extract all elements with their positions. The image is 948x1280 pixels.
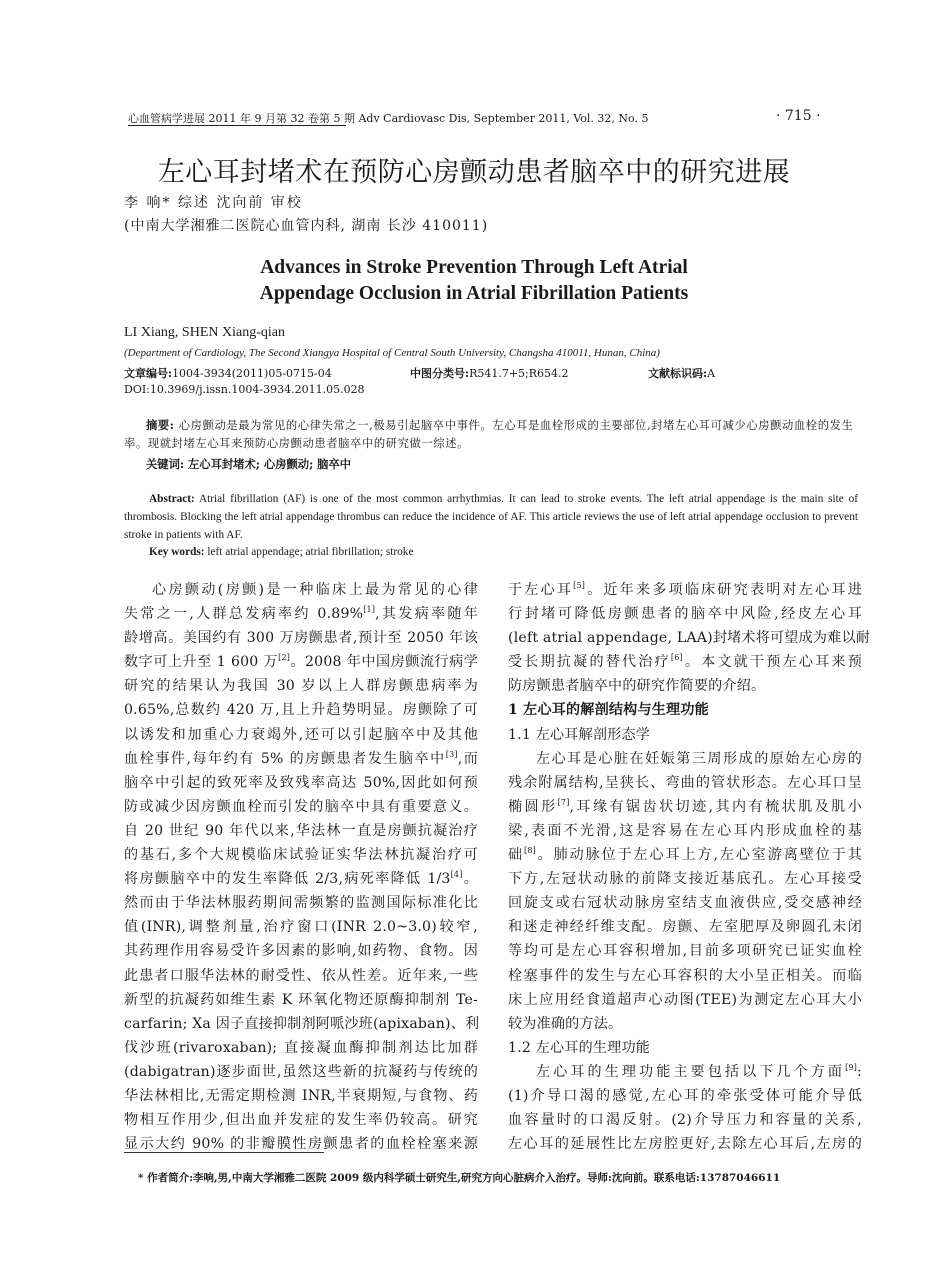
- title-english-line-1: Advances in Stroke Prevention Through Left Atrial: [260, 257, 688, 278]
- abstract-english-text: Atrial fibrillation (AF) is one of the most common arrhythmias. It can lead to stroke events. The left atrial appendage is the main site of thrombosis. Blocking the left atrial appendage thrombus can reduce the incidence of AF. This article reviews the use of left atrial appendage occlusion to prevent stroke in patients with AF.: [124, 493, 858, 541]
- document-code-label: 文献标识码:: [648, 367, 708, 380]
- body-line: (1)介导口渴的感觉,左心耳的牵张受体可能介导低: [508, 1087, 862, 1104]
- keywords-chinese-text: 左心耳封堵术; 心房颤动; 脑卒中: [188, 457, 352, 471]
- title-chinese: 左心耳封堵术在预防心房颤动患者脑卒中的研究进展: [157, 157, 791, 188]
- article-number-label: 文章编号:: [124, 367, 173, 380]
- citation: [5]: [573, 581, 586, 590]
- citation: [4]: [450, 870, 463, 880]
- section-heading: 1 左心耳的解剖结构与生理功能: [508, 702, 709, 719]
- body-line: 回旋支或右冠状动脉房室结支血液供应,受交感神经: [508, 895, 862, 912]
- body-line: 华法林相比,无需定期检测 INR,半衰期短,与食物、药: [124, 1087, 478, 1104]
- body-line: 龄增高。美国约有 300 万房颤患者,预计至 2050 年该: [124, 630, 478, 647]
- clc-number: [410, 365, 569, 381]
- body-line: (left atrial appendage, LAA)封堵术将可望成为难以耐: [508, 630, 871, 647]
- body-column-left: [124, 578, 478, 1156]
- authors-chinese: 李 响* 综述 沈向前 审校: [124, 195, 303, 211]
- body-line: 数字可上升至 1 600 万[2]。2008 年中国房颤流行病学: [124, 653, 478, 671]
- body-line: 左心耳是心脏在妊娠第三周形成的原始左心房的: [536, 750, 862, 767]
- body-line: 残余附属结构,呈狭长、弯曲的管状形态。左心耳口呈: [508, 774, 862, 791]
- body-line: 于左心耳[5]。近年来多项临床研究表明对左心耳进: [508, 581, 862, 598]
- body-line: 左心耳的生理功能主要包括以下几个方面[9]:: [536, 1062, 862, 1080]
- citation: [7]: [557, 797, 570, 807]
- abstract-chinese: [124, 416, 860, 453]
- subsection-heading: 1.1 左心耳解剖形态学: [508, 726, 651, 743]
- article-number-value: 1004-3934(2011)05-0715-04: [172, 367, 332, 380]
- affiliation-english: (Department of Cardiology, The Second Xiangya Hospital of Central South University, Changsha 410011, Hunan, China): [124, 347, 660, 359]
- body-line: 血容量时的口渴反射。(2)介导压力和容量的关系,: [508, 1112, 862, 1129]
- body-line: 伐沙班(rivaroxaban); 直接凝血酶抑制剂达比加群: [124, 1039, 478, 1056]
- body-line: carfarin; Xa 因子直接抑制剂阿哌沙班(apixaban)、利: [124, 1015, 480, 1032]
- title-english-line-2: Appendage Occlusion in Atrial Fibrillation Patients: [259, 283, 689, 304]
- body-line: 0.65%,总数约 420 万,且上升趋势明显。房颤除了可: [124, 702, 478, 719]
- body-line: 新型的抗凝药如维生素 K 环氧化物还原酶抑制剂 Te-: [124, 991, 478, 1008]
- body-line: 研究的结果认为我国 30 岁以上人群房颤患病率为: [124, 678, 478, 695]
- keywords-english-text: left atrial appendage; atrial fibrillation; stroke: [207, 546, 414, 558]
- body-line: 椭圆形[7],耳缘有锯齿状切迹,其内有梳状肌及肌小: [508, 797, 862, 815]
- body-line: 床上应用经食道超声心动图(TEE)为测定左心耳大小: [508, 991, 862, 1008]
- body-line: 础[8]。肺动脉位于左心耳上方,左心室游离壁位于其: [508, 846, 863, 864]
- document-code-value: A: [707, 367, 716, 380]
- affiliation-chinese: (中南大学湘雅二医院心血管内科, 湖南 长沙 410011): [124, 218, 489, 234]
- body-line: 行封堵可降低房颤患者的脑卒中风险,经皮左心耳: [508, 606, 862, 623]
- keywords-chinese-label: 关键词:: [146, 457, 185, 471]
- citation: [3]: [445, 749, 458, 759]
- body-line: 然而由于华法林服药期间需频繁的监测国际标准化比: [124, 895, 478, 912]
- body-line: 物相互作用少,但出血并发症的发生率仍较高。研究: [124, 1112, 478, 1129]
- keywords-english: [149, 546, 413, 558]
- clc-label: 中图分类号:: [410, 367, 470, 380]
- subsection-heading: 1.2 左心耳的生理功能: [508, 1039, 651, 1056]
- body-line: 较为准确的方法。: [508, 1015, 623, 1032]
- body-line: 以诱发和加重心力衰竭外,还可以引起脑卒中及其他: [124, 726, 478, 743]
- citation: [8]: [524, 846, 536, 856]
- abstract-english-label: Abstract:: [149, 493, 195, 505]
- body-line: 脑卒中引起的致死率及致残率高达 50%,因此如何预: [124, 774, 478, 791]
- running-head-rule: [128, 125, 346, 126]
- body-line: 受长期抗凝的替代治疗[6]。本文就干预左心耳来预: [508, 653, 863, 671]
- body-line: 下方,左冠状动脉的前降支接近基底孔。左心耳接受: [508, 871, 862, 888]
- article-number: [124, 365, 332, 381]
- document-code: [648, 365, 715, 381]
- body-line: 和迷走神经纤维支配。房颤、左室肥厚及卵圆孔未闭: [508, 919, 862, 936]
- body-line: 梁,表面不光滑,这是容易在左心耳内形成血栓的基: [508, 822, 862, 839]
- body-line: 其药理作用容易受许多因素的影响,如药物、食物。因: [124, 943, 478, 960]
- citation: [6]: [670, 653, 683, 663]
- body-line: 此患者口服华法林的耐受性、依从性差。近年来,一些: [124, 967, 478, 984]
- body-line: 自 20 世纪 90 年代以来,华法林一直是房颤抗凝治疗: [124, 822, 478, 839]
- abstract-chinese-label: 摘要:: [146, 418, 175, 432]
- citation: [9]: [845, 1062, 858, 1072]
- doi: DOI:10.3969/j.issn.1004-3934.2011.05.028: [124, 383, 365, 396]
- page-number: · 715 ·: [776, 108, 821, 124]
- keywords-chinese: [146, 456, 351, 472]
- body-line: 值(INR),调整剂量,治疗窗口(INR 2.0~3.0)较窄,: [124, 919, 478, 936]
- body-line: 显示大约 90% 的非瓣膜性房颤患者的血栓栓塞来源: [124, 1136, 478, 1153]
- body-line: 的基石,多个大规模临床试验证实华法林抗凝治疗可: [124, 847, 478, 864]
- body-line: 防或减少因房颤血栓而引发的脑卒中具有重要意义。: [124, 798, 478, 815]
- clc-value: R541.7+5;R654.2: [469, 367, 569, 380]
- authors-english: LI Xiang, SHEN Xiang-qian: [124, 325, 285, 340]
- body-line: 心房颤动(房颤)是一种临床上最为常见的心律: [152, 582, 478, 598]
- citation: [2]: [278, 653, 291, 663]
- abstract-chinese-text: 心房颤动是最为常见的心律失常之一,极易引起脑卒中事件。左心耳是血栓形成的主要部位,封堵左心耳可减少心房颤动血栓的发生率。现就封堵左心耳来预防心房颤动患者脑卒中的研究做一综述。: [124, 419, 854, 450]
- abstract-english: [124, 490, 858, 544]
- body-column-right: [508, 578, 871, 1156]
- body-line: (dabigatran)逐步面世,虽然这些新的抗凝药与传统的: [124, 1063, 478, 1080]
- keywords-english-label: Key words:: [149, 546, 205, 558]
- body-line: 左心耳的延展性比左房腔更好,去除左心耳后,左房的: [508, 1136, 862, 1153]
- citation: [1]: [363, 605, 376, 615]
- body-line: 血栓事件,每年约有 5% 的房颤患者发生脑卒中[3],而: [124, 749, 478, 767]
- running-head: 心血管病学进展 2011 年 9 月第 32 卷第 5 期 Adv Cardiovasc Dis, September 2011, Vol. 32, No. 5: [128, 112, 649, 125]
- body-line: 防房颤患者脑卒中的研究作简要的介绍。: [508, 678, 766, 695]
- body-line: 失常之一,人群总发病率约 0.89%[1],其发病率随年: [124, 605, 478, 623]
- body-line: 等均可是左心耳容积增加,目前多项研究已证实血栓: [508, 943, 862, 960]
- body-line: 栓塞事件的发生与左心耳容积的大小呈正相关。而临: [508, 967, 862, 984]
- author-footnote: * 作者简介:李响,男,中南大学湘雅二医院 2009 级内科学硕士研究生,研究方向心脏病介入治疗。导师:沈向前。联系电话:13787046611: [138, 1172, 781, 1184]
- body-line: 将房颤脑卒中的发生率降低 2/3,病死率降低 1/3[4]。: [124, 870, 478, 888]
- footnote-rule: [124, 1152, 324, 1153]
